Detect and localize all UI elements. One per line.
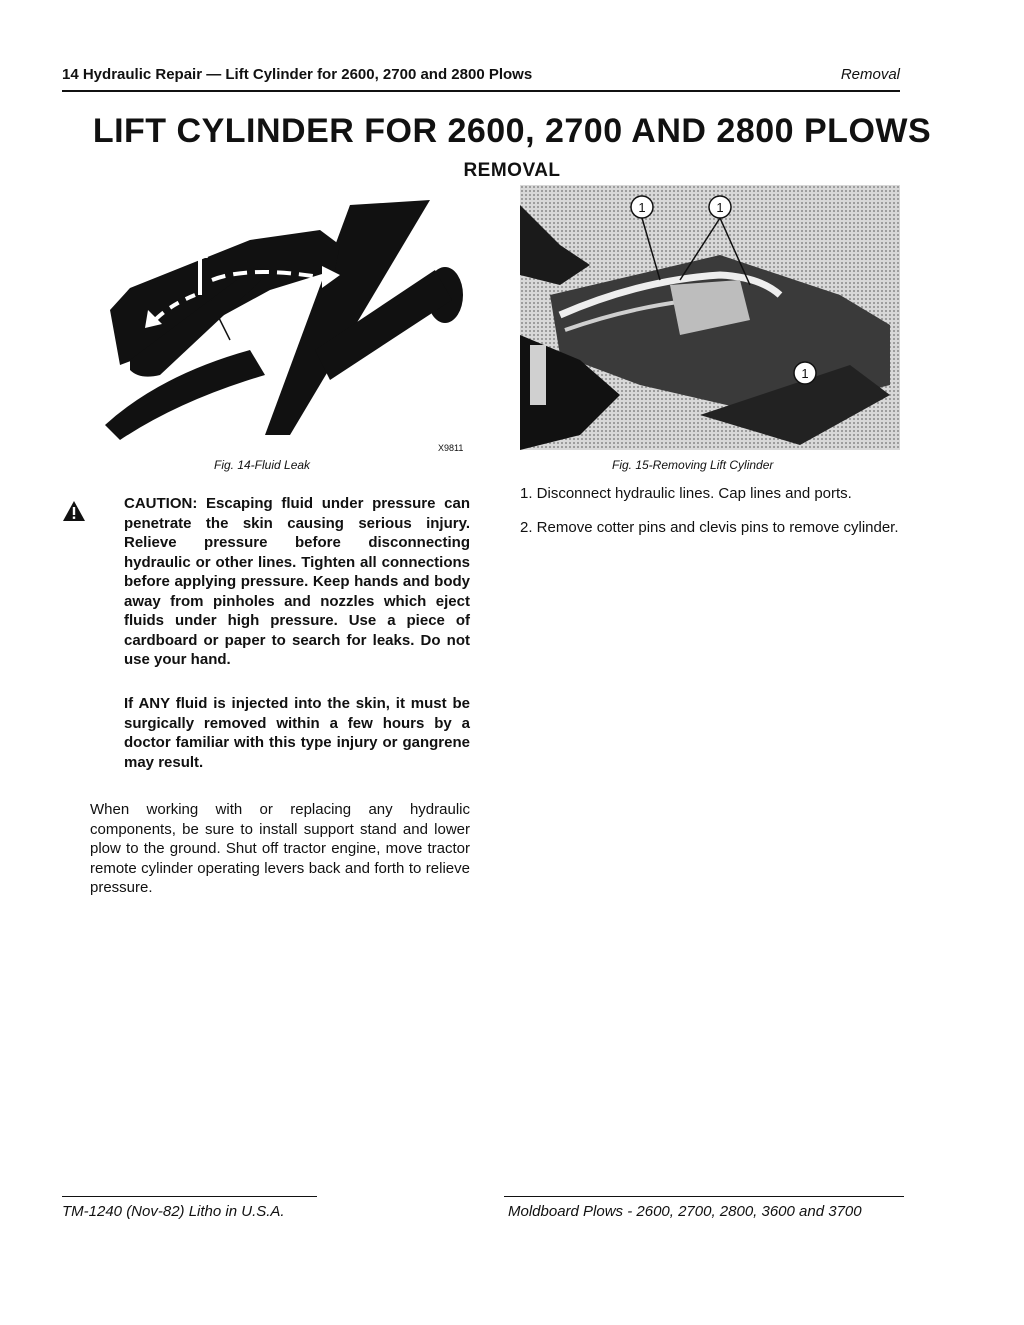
callout-1b: 1 bbox=[716, 200, 724, 215]
page-header-section: Removal bbox=[840, 66, 900, 83]
caution-text: CAUTION: Escaping fluid under pressure can penetrate the skin causing serious injury. Relieve pressure before disconnecting hydraulic or other lines. Tighten all connections before applying pressure. Keep hands and body away from pinholes and nozzles which eject fluids under high pressure. Use a piece of cardboard or paper to search for leaks. Do not use your hand. bbox=[124, 495, 470, 668]
lift-cylinder-photo bbox=[520, 185, 900, 450]
page-header-title: 14 Hydraulic Repair — Lift Cylinder for 2600, 2700 and 2800 Plows bbox=[62, 66, 533, 83]
footer-divider-left bbox=[62, 1196, 317, 1197]
page-title: LIFT CYLINDER FOR 2600, 2700 AND 2800 PLOWS bbox=[92, 112, 932, 150]
header-divider bbox=[62, 90, 900, 92]
callout-1a: 1 bbox=[638, 200, 646, 215]
section-title: REMOVAL bbox=[463, 160, 561, 181]
footer-product-line: Moldboard Plows - 2600, 2700, 2800, 3600 and 3700 bbox=[508, 1203, 862, 1220]
removal-steps bbox=[502, 484, 900, 551]
warning-triangle-icon bbox=[62, 500, 86, 522]
figure-14-caption: Fig. 14-Fluid Leak bbox=[214, 458, 311, 472]
footer-divider-right bbox=[504, 1196, 904, 1197]
injection-warning-text: If ANY fluid is injected into the skin, it must be surgically removed within a few hours by a doctor familiar with this type injury or gangrene may result. bbox=[124, 695, 470, 771]
callout-1c: 1 bbox=[801, 366, 809, 381]
footer-manual-code: TM-1240 (Nov-82) Litho in U.S.A. bbox=[62, 1203, 285, 1220]
step-item: 1. Disconnect hydraulic lines. Cap lines and ports. bbox=[520, 485, 852, 502]
figure-15-caption: Fig. 15-Removing Lift Cylinder bbox=[612, 458, 774, 472]
step-item: 2. Remove cotter pins and clevis pins to remove cylinder. bbox=[520, 518, 899, 536]
working-note-text: When working with or replacing any hydraulic components, be sure to install support stand and lower plow to the ground. Shut off tractor engine, move tractor remote cylinder operating levers back and forth to relieve pressure. bbox=[90, 801, 470, 896]
figure-code: X9811 bbox=[438, 443, 464, 453]
fluid-leak-illustration bbox=[100, 200, 470, 440]
